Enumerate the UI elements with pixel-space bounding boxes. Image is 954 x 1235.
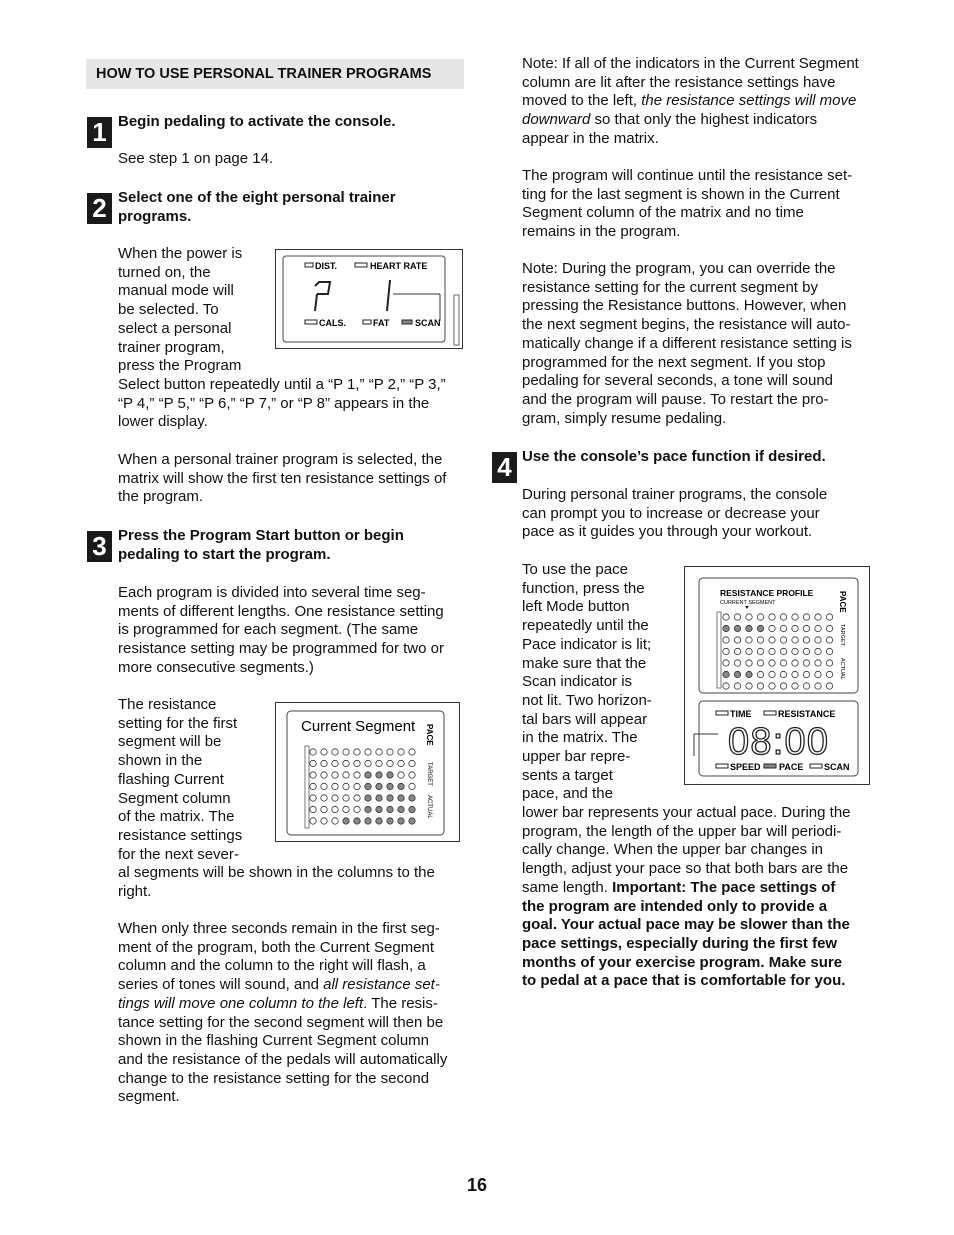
step-4-heading: Use the console’s pace function if desired.	[522, 448, 826, 465]
step-1-body: See step 1 on page 14.	[118, 150, 274, 167]
matrix-dot	[769, 637, 775, 643]
matrix-dot	[803, 625, 809, 631]
matrix-dot	[354, 806, 360, 812]
matrix-dot	[780, 648, 786, 654]
matrix-dot	[343, 795, 349, 801]
matrix-dot	[310, 772, 316, 778]
matrix-dot	[734, 648, 740, 654]
matrix-dot	[321, 772, 327, 778]
matrix-dot	[354, 760, 360, 766]
step-3-body-cont: al segments will be shown in the columns to the right.	[118, 864, 435, 900]
matrix-dot	[365, 749, 371, 755]
matrix-dot	[723, 683, 729, 689]
matrix-dot	[321, 749, 327, 755]
matrix-dot	[365, 818, 371, 824]
matrix-dot	[343, 772, 349, 778]
matrix-dot	[398, 806, 404, 812]
step-2-number: 2	[87, 193, 112, 224]
matrix-dot	[376, 806, 382, 812]
step-2-heading: Select one of the eight personal trainer programs.	[118, 189, 396, 225]
matrix-dot	[332, 772, 338, 778]
matrix-dot	[826, 637, 832, 643]
current-segment-label: Current Segment	[301, 718, 416, 735]
matrix-dot	[387, 783, 393, 789]
matrix-dot	[376, 772, 382, 778]
matrix-dot	[826, 660, 832, 666]
matrix-dot	[365, 806, 371, 812]
matrix-dot	[826, 625, 832, 631]
step-3-body-1: Each program is divided into several time seg- ments of different lengths. One resistance setting is programmed for each segment. (The same resistance setting may be programmed for two or more consecutive segments.)	[118, 584, 444, 676]
matrix-dot	[815, 683, 821, 689]
matrix-dot	[734, 625, 740, 631]
current-segment-subtitle: CURRENT SEGMENT	[720, 600, 776, 606]
matrix-dot	[310, 795, 316, 801]
matrix-dot	[780, 671, 786, 677]
matrix-dot	[398, 760, 404, 766]
matrix-dot	[343, 783, 349, 789]
target-label-vertical: TARGET	[839, 624, 845, 646]
matrix-dot	[815, 671, 821, 677]
matrix-dot	[815, 625, 821, 631]
matrix-dot	[826, 671, 832, 677]
matrix-dot	[734, 660, 740, 666]
matrix-dot	[376, 795, 382, 801]
matrix-dot	[332, 806, 338, 812]
matrix-dot	[409, 783, 415, 789]
matrix-dot	[398, 783, 404, 789]
page-number: 16	[466, 1175, 488, 1195]
console-display-p1	[275, 249, 463, 349]
matrix-dot	[376, 760, 382, 766]
matrix-dot	[792, 637, 798, 643]
dist-label: DIST.	[315, 261, 338, 271]
matrix-dot	[792, 614, 798, 620]
matrix-dot	[365, 783, 371, 789]
matrix-dot	[398, 795, 404, 801]
matrix-dot	[365, 760, 371, 766]
matrix-dot	[409, 749, 415, 755]
matrix-dot	[409, 818, 415, 824]
matrix-dot	[387, 795, 393, 801]
matrix-dot	[769, 614, 775, 620]
matrix-dot	[746, 637, 752, 643]
matrix-dot	[803, 648, 809, 654]
matrix-dot	[354, 818, 360, 824]
heart-rate-label: HEART RATE	[370, 261, 428, 271]
matrix-dot	[723, 614, 729, 620]
matrix-dot	[757, 683, 763, 689]
matrix-dot	[723, 660, 729, 666]
target-label: TARGET	[426, 762, 432, 786]
step-2-body-cont: Select button repeatedly until a “P 1,” “P 2,” “P 3,” “P 4,” “P 5,” “P 6,” “P 7,” or “P 8” appears in the lower display.	[118, 376, 446, 431]
time-readout: 08:00	[728, 721, 828, 763]
matrix-dot	[769, 660, 775, 666]
matrix-dot	[803, 660, 809, 666]
matrix-dot	[387, 749, 393, 755]
matrix-dot	[734, 671, 740, 677]
matrix-dot	[398, 749, 404, 755]
matrix-dot	[321, 818, 327, 824]
matrix-dot	[321, 806, 327, 812]
matrix-dot	[723, 637, 729, 643]
current-segment-matrix-display	[275, 702, 460, 842]
step-3-number: 3	[87, 531, 112, 562]
step-3-body-3: When only three seconds remain in the first seg- ment of the program, both the Current Segment column and the column to the right will flash, a series of tones will sound, and all resistance set- tings will move one column to the left. The resis- tance setting for the second segment will then be shown in the flashing Current Segment column and the resistance of the pedals will automatically change to the resistance setting for the second segment.	[118, 920, 448, 1106]
step-2-body-2: When a personal trainer program is selected, the matrix will show the first ten resistance settings of the program.	[118, 451, 447, 506]
matrix-dot	[826, 683, 832, 689]
note-2: Note: During the program, you can override the resistance setting for the current segment by pressing the Resistance buttons. However, when the next segment begins, the resistance will auto- matically change if a different resistance setting is programmed for the next segment. If you stop pedaling for several seconds, a tone will sound and the program will pause. To restart the pro- gram, simply resume pedaling.	[522, 260, 852, 427]
matrix-dot	[757, 614, 763, 620]
matrix-dot	[746, 648, 752, 654]
time-label: TIME	[730, 709, 752, 719]
matrix-dot	[387, 806, 393, 812]
matrix-dot	[343, 818, 349, 824]
note-1: Note: If all of the indicators in the Current Segment column are lit after the resistance settings have moved to the left, the resistance settings will move downward so that only the highest indicators appear in the matrix.	[522, 55, 859, 147]
actual-label-vertical: ACTUAL	[839, 658, 845, 680]
matrix-dot	[746, 625, 752, 631]
matrix-dot	[376, 818, 382, 824]
matrix-dot	[310, 760, 316, 766]
pace-label-vertical: PACE	[838, 591, 847, 613]
step-3-body-wrap: The resistance setting for the first segment will be shown in the flashing Current Segment column of the matrix. The resistance settings for the next sever-	[118, 696, 243, 863]
matrix-dot	[332, 760, 338, 766]
matrix-dot	[734, 683, 740, 689]
matrix-dot	[354, 772, 360, 778]
matrix-dot	[803, 614, 809, 620]
matrix-dot	[332, 749, 338, 755]
pace-indicator-label: PACE	[779, 762, 804, 772]
matrix-dot	[409, 795, 415, 801]
matrix-dot	[746, 660, 752, 666]
matrix-dot	[734, 637, 740, 643]
matrix-dot	[332, 795, 338, 801]
step-3-heading: Press the Program Start button or begin pedaling to start the program.	[118, 527, 404, 563]
matrix-dot	[398, 772, 404, 778]
matrix-dot	[332, 818, 338, 824]
matrix-dot	[343, 749, 349, 755]
matrix-dot	[803, 683, 809, 689]
matrix-dot	[409, 806, 415, 812]
matrix-dot	[757, 637, 763, 643]
step-1-number: 1	[87, 117, 112, 148]
matrix-dot	[321, 760, 327, 766]
matrix-dot	[723, 671, 729, 677]
program-continue-paragraph: The program will continue until the resistance set- ting for the last segment is shown in the Current Segment column of the matrix and no time remains in the program.	[522, 167, 853, 241]
resistance-label: RESISTANCE	[778, 709, 836, 719]
matrix-dot	[769, 671, 775, 677]
matrix-dot	[815, 614, 821, 620]
speed-label: SPEED	[730, 762, 761, 772]
pace-label: PACE	[425, 724, 434, 746]
matrix-dot	[803, 671, 809, 677]
matrix-dot	[792, 625, 798, 631]
matrix-dot	[343, 760, 349, 766]
matrix-dot	[757, 660, 763, 666]
matrix-dot	[354, 749, 360, 755]
resistance-profile-title: RESISTANCE PROFILE	[720, 588, 814, 598]
cals-label: CALS.	[319, 318, 346, 328]
matrix-dot	[387, 760, 393, 766]
matrix-dot	[769, 625, 775, 631]
actual-label: ACTUAL	[426, 795, 432, 819]
matrix-dot	[780, 614, 786, 620]
matrix-dot	[780, 683, 786, 689]
scan-label: SCAN	[415, 318, 441, 328]
step-2-body-wrap: When the power is turned on, the manual mode will be selected. To select a personal trainer program, press the Program	[118, 245, 243, 375]
matrix-dot	[815, 648, 821, 654]
matrix-dot	[321, 795, 327, 801]
matrix-dot	[792, 671, 798, 677]
matrix-dot	[398, 818, 404, 824]
section-header: HOW TO USE PERSONAL TRAINER PROGRAMS	[86, 59, 464, 89]
matrix-dot	[310, 749, 316, 755]
matrix-dot	[409, 760, 415, 766]
matrix-dot	[769, 683, 775, 689]
step-4-body-1: During personal trainer programs, the console can prompt you to increase or decrease your pace as it guides you through your workout.	[522, 486, 828, 541]
matrix-dot	[723, 625, 729, 631]
matrix-dot	[343, 806, 349, 812]
matrix-dot	[310, 783, 316, 789]
fat-label: FAT	[373, 318, 390, 328]
matrix-dot	[365, 795, 371, 801]
matrix-dot	[310, 806, 316, 812]
matrix-dot	[365, 772, 371, 778]
matrix-dot	[354, 783, 360, 789]
matrix-dot	[792, 648, 798, 654]
matrix-dot	[815, 660, 821, 666]
matrix-dot	[376, 783, 382, 789]
matrix-dot	[723, 648, 729, 654]
matrix-dot	[310, 818, 316, 824]
step-4-number: 4	[492, 452, 517, 483]
matrix-dot	[757, 671, 763, 677]
matrix-dot	[746, 671, 752, 677]
matrix-dot	[746, 683, 752, 689]
matrix-dot	[757, 648, 763, 654]
matrix-dot	[792, 660, 798, 666]
matrix-dot	[321, 783, 327, 789]
matrix-dot	[387, 772, 393, 778]
matrix-dot	[409, 772, 415, 778]
matrix-dot	[746, 614, 752, 620]
matrix-dot	[734, 614, 740, 620]
matrix-dot	[826, 614, 832, 620]
matrix-dot	[354, 795, 360, 801]
matrix-dot	[376, 749, 382, 755]
resistance-profile-display	[684, 566, 870, 785]
matrix-dot	[780, 660, 786, 666]
matrix-dot	[332, 783, 338, 789]
matrix-dot	[780, 637, 786, 643]
matrix-dot	[803, 637, 809, 643]
matrix-dot	[780, 625, 786, 631]
matrix-dot	[792, 683, 798, 689]
step-4-body-cont: lower bar represents your actual pace. During the program, the length of the upper bar will periodi- cally change. When the upper bar changes in length, adjust your pace so that both bars are the same length. Important: The pace settings of the program are intended only to provide a goal. Your actual pace may be slower than the pace settings, especially during the first few months of your exercise program. Make sure to pedal at a pace that is comfortable for you.	[522, 804, 851, 990]
step-4-body-wrap: To use the pace function, press the left Mode button repeatedly until the Pace indicator is lit; make sure that the Scan indicator is not lit. Two horizon- tal bars will appear in the matrix. The upper bar repre- sents a target pace, and the	[522, 561, 652, 803]
scan-indicator-label: SCAN	[824, 762, 850, 772]
matrix-dot	[757, 625, 763, 631]
matrix-dot	[815, 637, 821, 643]
matrix-dot	[826, 648, 832, 654]
matrix-dot	[387, 818, 393, 824]
matrix-dot	[769, 648, 775, 654]
step-1-heading: Begin pedaling to activate the console.	[118, 113, 396, 130]
